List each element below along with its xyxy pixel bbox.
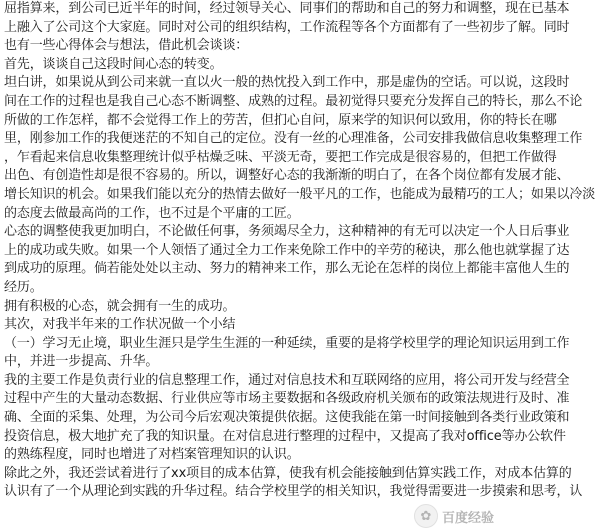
text-line: 确、全面的采集、处理，为公司今后宏观决策提供依据。这使我能在第一时间接触到各类行业政策和 [4,410,570,426]
text-line: 的态度去做最高尚的工作，也不过是个平庸的工匠。 [4,205,300,221]
text-line: 除此之外，我还尝试着进行了xx项目的成本估算，使我有机会能接触到估算实践工作，对成本估算的 [4,465,572,481]
document-body [4,0,595,502]
text-line: 认识有了一个从理论到实践的升华过程。结合学校里学的相关知识，我觉得需要进一步摸索和思考，认 [4,484,583,500]
text-line: 拥有积极的心态，就会拥有一生的成功。 [4,298,236,314]
text-line: 经历。 [4,279,43,295]
text-line: ，乍看起来信息收集整理统计似乎枯燥乏味、平淡无奇，要把工作完成是很容易的，但把工作做得 [4,149,557,165]
text-line: 的熟练程度，同时也增进了对档案管理知识的认识。 [4,447,300,463]
text-line: 首先，谈谈自己这段时间心态的转变。 [4,56,223,72]
text-line: 间在工作的过程也是我自己心态不断调整、成熟的过程。最初觉得只要充分发挥自己的特长，那么不论 [4,93,583,109]
text-line: 里，刚参加工作的我便迷茫的不知自己的定位。没有一丝的心理准备，公司安排我做信息收集整理工作 [4,131,583,147]
watermark-logo-icon: ✿ [414,504,438,528]
text-line: 投资信息，极大地扩充了我的知识量。在对信息进行整理的过程中，又提高了我对office等办公软件 [4,428,566,444]
text-line: 中，并进一步提高、升华。 [4,354,159,370]
text-line: 增长知识的机会。如果我们能以充分的热情去做好一般平凡的工作，也能成为最精巧的工人；如果以冷淡 [4,186,595,202]
text-line: 上的成功或失败。如果一个人领悟了通过全力工作来免除工作中的辛劳的秘诀，那么他也就掌握了达 [4,242,570,258]
watermark [414,504,494,528]
text-line: 到成功的原理。倘若能处处以主动、努力的精神来工作，那么无论在怎样的岗位上都能丰富他人生的 [4,261,570,277]
text-line: 我的主要工作是负责行业的信息整理工作，通过对信息技术和互联网络的应用，将公司开发与经营全 [4,372,570,388]
text-line: 也有一些心得体会与想法，借此机会谈谈： [4,38,249,54]
text-line: 上融入了公司这个大家庭。同时对公司的组织结构，工作流程等各个方面都有了一些初步了解。同时 [4,19,570,35]
text-line: 心态的调整使我更加明白，不论做任何事，务须竭尽全力，这种精神的有无可以决定一个人日后事业 [4,224,570,240]
text-line: 出色、有创造性却是很不容易的。所以，调整好心态的我渐渐的明白了，在各个岗位都有发展才能、 [4,168,570,184]
text-line: 坦白讲，如果说从到公司来就一直以火一般的热忱投入到工作中，那是虚伪的空话。可以说，这段时 [4,75,570,91]
watermark-text: 百度经验 [441,510,494,526]
text-line: 其次，对我半年来的工作状况做一个小结 [4,317,236,333]
text-line: 过程中产生的大量动态数据、行业供应等市场主要数据和各级政府机关颁布的政策法规进行及时、准 [4,391,570,407]
text-line: 所做的工作怎样，都不会觉得工作上的劳苦，但扪心自问，原来学的知识何以致用，你的特长在哪 [4,112,557,128]
text-line: （一）学习无止境，职业生涯只是学生生涯的一种延续，重要的是将学校里学的理论知识运用到工作 [4,335,570,351]
text-line: 屈指算来，到公司已近半年的时间，经过领导关心、同事们的帮助和自己的努力和调整，现在已基本 [4,1,570,16]
